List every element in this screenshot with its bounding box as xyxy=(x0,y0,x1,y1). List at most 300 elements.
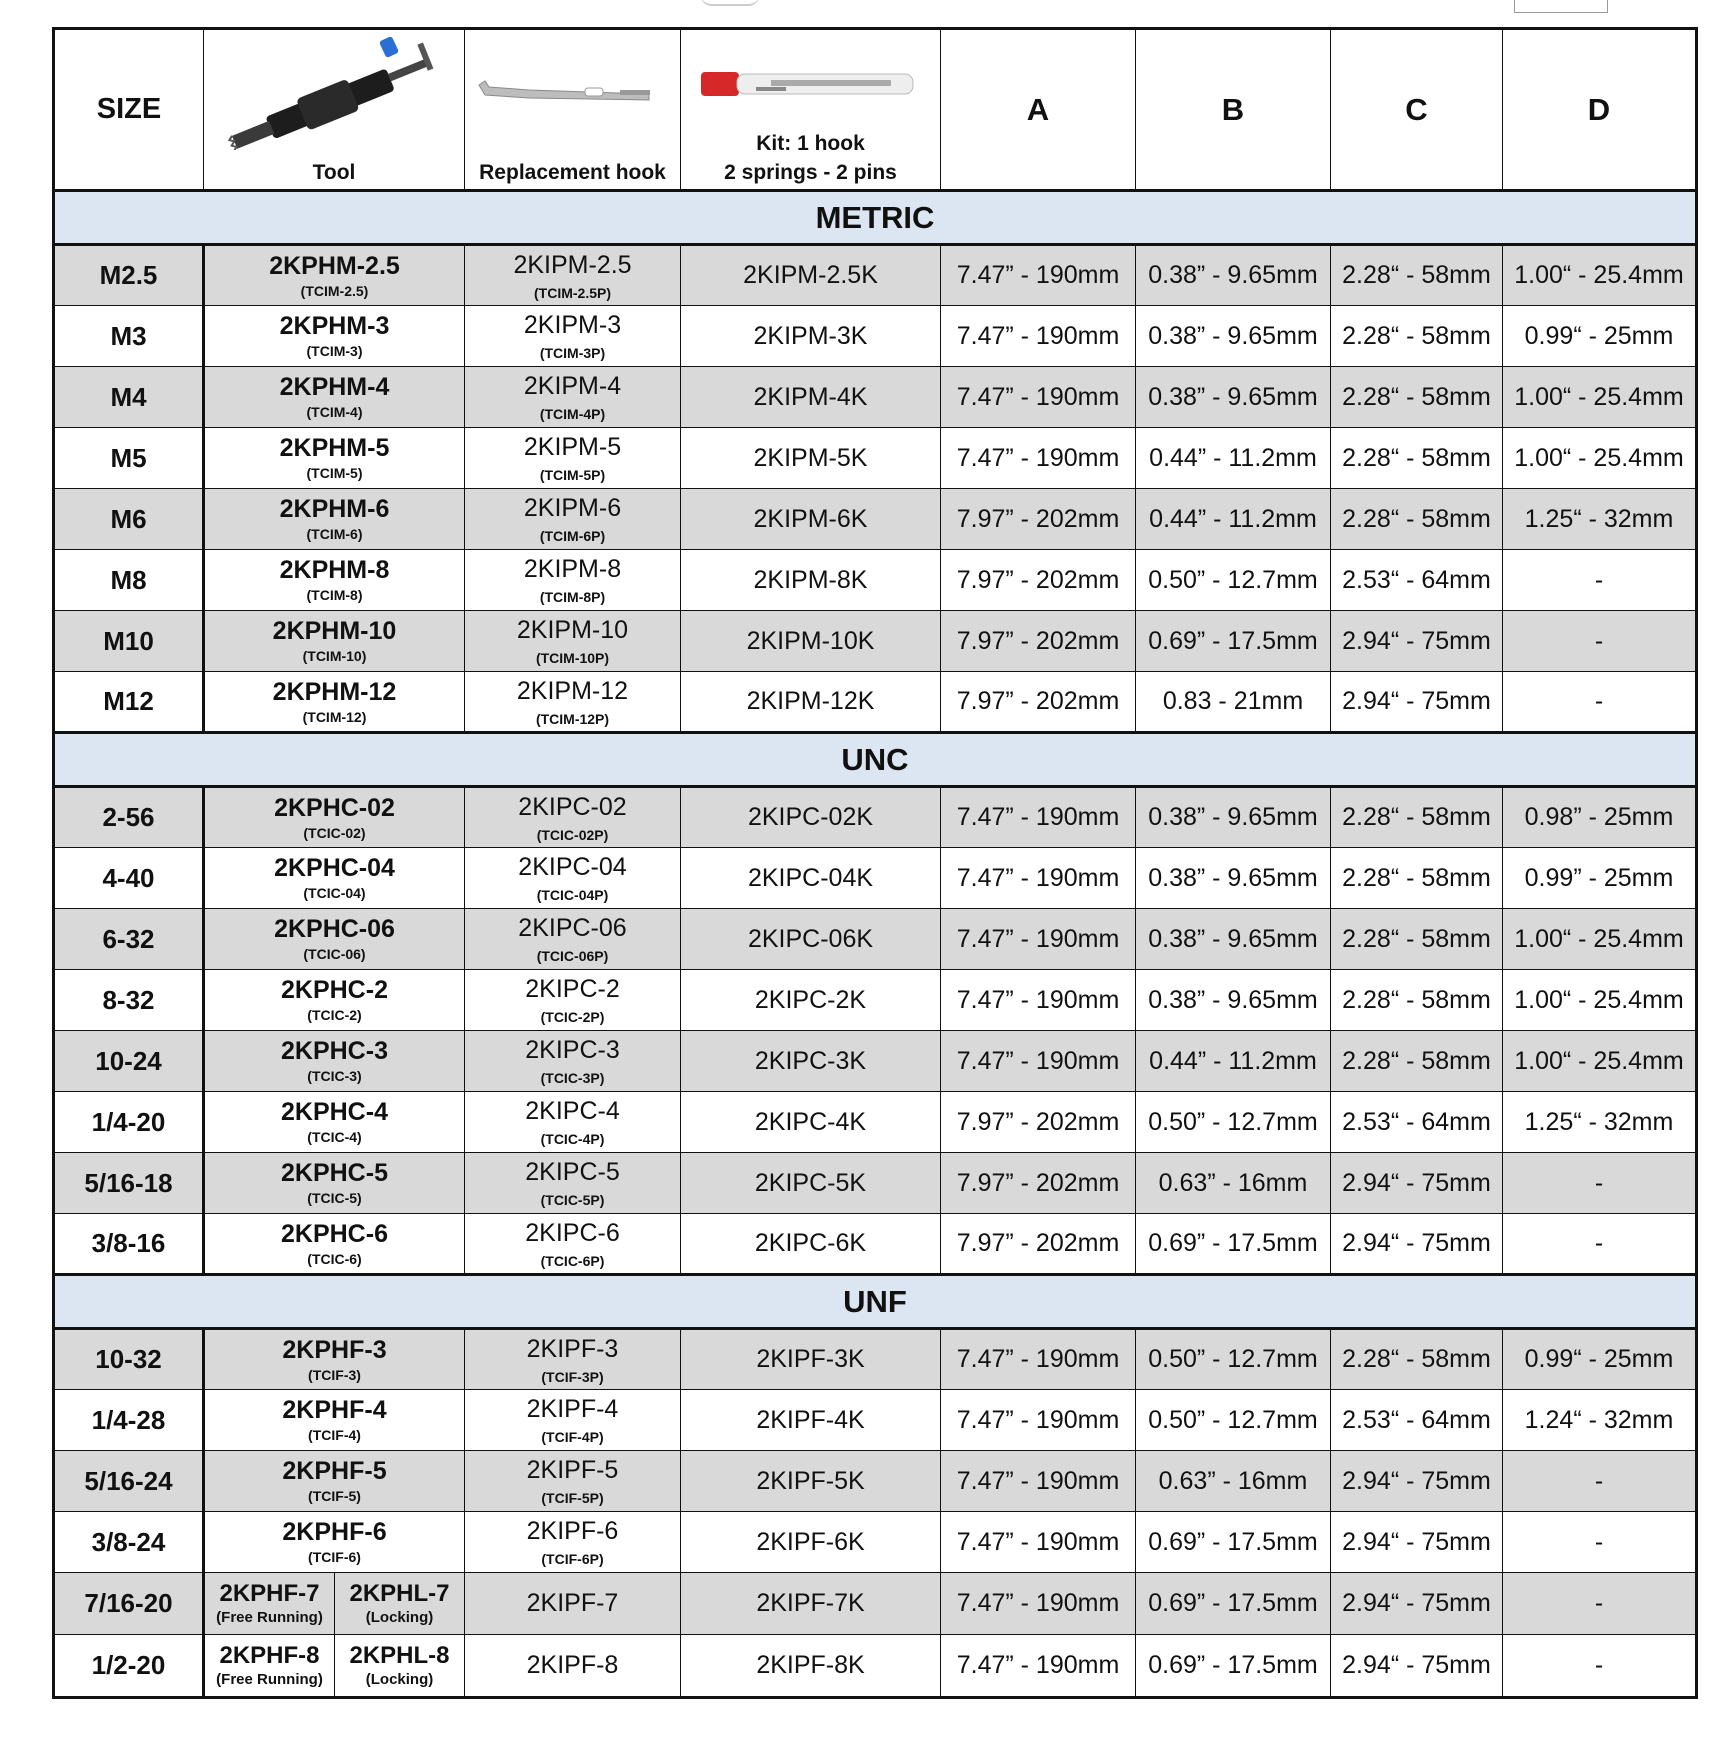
dim-b-cell: 0.83 - 21mm xyxy=(1136,672,1331,733)
hook-cell xyxy=(465,1512,681,1573)
dim-c-cell: 2.94“ - 75mm xyxy=(1331,1451,1503,1512)
dim-c-cell: 2.28“ - 58mm xyxy=(1331,489,1503,550)
hook-part-number: 2KIPC-02 xyxy=(518,792,627,821)
dim-b-cell: 0.44” - 11.2mm xyxy=(1136,428,1331,489)
size-cell: 1/4-28 xyxy=(54,1390,204,1451)
dim-a-cell: 7.47” - 190mm xyxy=(941,1451,1136,1512)
tool-part-number: 2KPHL-8 xyxy=(349,1642,450,1669)
kit-cell: 2KIPM-2.5K xyxy=(681,245,941,306)
hook-cell xyxy=(465,909,681,970)
kit-cell: 2KIPM-8K xyxy=(681,550,941,611)
tool-part-number: 2KPHF-5 xyxy=(282,1457,387,1485)
dim-c-cell: 2.28“ - 58mm xyxy=(1331,848,1503,909)
tool-cell xyxy=(204,489,465,550)
hook-part-number: 2KIPM-2.5 xyxy=(513,250,632,279)
dim-d-cell: 1.00“ - 25.4mm xyxy=(1503,970,1697,1031)
tool-cell xyxy=(204,245,465,306)
dim-d-cell: - xyxy=(1503,1214,1697,1275)
kit-cell: 2KIPC-5K xyxy=(681,1153,941,1214)
dim-b-cell: 0.38” - 9.65mm xyxy=(1136,367,1331,428)
tool-part-number: 2KPHF-4 xyxy=(282,1396,387,1424)
hook-part-number: 2KIPM-5 xyxy=(523,433,622,461)
dim-a-cell: 7.47” - 190mm xyxy=(941,1329,1136,1390)
dim-b-cell: 0.38” - 9.65mm xyxy=(1136,970,1331,1031)
tool-cross-ref: (TCIF-5) xyxy=(308,1488,361,1504)
hook-cross-ref: (TCIF-3P) xyxy=(541,1368,604,1385)
hook-cell xyxy=(465,1635,681,1698)
table-row xyxy=(54,787,1697,848)
kit-cell: 2KIPF-8K xyxy=(681,1635,941,1698)
table-row xyxy=(54,1451,1697,1512)
hook-part-number: 2KIPM-8 xyxy=(523,555,622,583)
header-hook-label: Replacement hook xyxy=(479,161,666,184)
tool-cross-ref: (TCIC-4) xyxy=(307,1129,362,1145)
hook-cell xyxy=(465,245,681,306)
hook-part-number: 2KIPC-3 xyxy=(525,1036,620,1064)
tool-cell xyxy=(204,848,465,909)
tool-part-number: 2KPHF-8 xyxy=(219,1642,320,1669)
dim-d-cell: 0.99“ - 25mm xyxy=(1503,1329,1697,1390)
dim-b-cell: 0.69” - 17.5mm xyxy=(1136,611,1331,672)
hook-cross-ref: (TCIM-8P) xyxy=(539,589,606,605)
size-cell: 8-32 xyxy=(54,970,204,1031)
tool-variant-label: (Locking) xyxy=(365,1609,434,1626)
dim-b-cell: 0.69” - 17.5mm xyxy=(1136,1573,1331,1635)
section-row xyxy=(54,191,1697,245)
dim-a-cell: 7.47” - 190mm xyxy=(941,1512,1136,1573)
table-row xyxy=(54,1329,1697,1390)
header-hook xyxy=(465,29,681,191)
tool-cell xyxy=(204,1092,465,1153)
tool-cell xyxy=(204,1153,465,1214)
hook-cross-ref: (TCIC-2P) xyxy=(540,1009,605,1025)
kit-cell: 2KIPF-6K xyxy=(681,1512,941,1573)
tool-part-number: 2KPHC-3 xyxy=(281,1037,388,1065)
header-tool xyxy=(204,29,465,191)
table-row xyxy=(54,306,1697,367)
hook-cell xyxy=(465,550,681,611)
tool-part-number: 2KPHM-6 xyxy=(279,495,390,523)
dim-d-cell: 1.00“ - 25.4mm xyxy=(1503,367,1697,428)
dim-a-cell: 7.47” - 190mm xyxy=(941,245,1136,306)
tool-cell xyxy=(204,672,465,733)
tool-variant-label: (Free Running) xyxy=(216,1671,323,1688)
dim-d-cell: - xyxy=(1503,550,1697,611)
dim-a-cell: 7.97” - 202mm xyxy=(941,550,1136,611)
dim-d-cell: 0.98” - 25mm xyxy=(1503,787,1697,848)
hook-cell xyxy=(465,672,681,733)
kit-cell: 2KIPC-3K xyxy=(681,1031,941,1092)
header-c xyxy=(1331,29,1503,191)
hook-part-number: 2KIPC-5 xyxy=(525,1158,620,1186)
dim-b-cell: 0.69” - 17.5mm xyxy=(1136,1512,1331,1573)
tool-cell xyxy=(204,787,465,848)
dim-d-cell: 1.25“ - 32mm xyxy=(1503,1092,1697,1153)
dim-a-cell: 7.97” - 202mm xyxy=(941,1092,1136,1153)
size-cell: M3 xyxy=(54,306,204,367)
kit-cell: 2KIPC-6K xyxy=(681,1214,941,1275)
tool-part-number: 2KPHM-12 xyxy=(272,677,397,706)
dim-d-cell: 1.25“ - 32mm xyxy=(1503,489,1697,550)
tool-cross-ref: (TCIM-4) xyxy=(306,404,363,420)
hook-cross-ref: (TCIM-10P) xyxy=(535,650,610,666)
dim-d-cell: - xyxy=(1503,611,1697,672)
dim-b-cell: 0.63” - 16mm xyxy=(1136,1153,1331,1214)
tool-cell xyxy=(204,1329,465,1390)
dim-d-cell: - xyxy=(1503,1573,1697,1635)
tool-variant-label: (Free Running) xyxy=(216,1609,323,1626)
tool-cross-ref: (TCIM-12) xyxy=(302,708,367,725)
kit-cell: 2KIPM-3K xyxy=(681,306,941,367)
tool-image xyxy=(204,30,464,150)
dim-b-cell: 0.38” - 9.65mm xyxy=(1136,909,1331,970)
hook-cross-ref: (TCIM-3P) xyxy=(539,345,606,361)
table-row xyxy=(54,1153,1697,1214)
hook-part-number: 2KIPC-2 xyxy=(525,975,620,1003)
tool-cross-ref: (TCIC-06) xyxy=(303,946,366,962)
dim-d-cell: 1.00“ - 25.4mm xyxy=(1503,245,1697,306)
size-cell: 3/8-16 xyxy=(54,1214,204,1275)
tool-part-number: 2KPHM-3 xyxy=(279,312,390,340)
tool-part-number: 2KPHC-2 xyxy=(281,976,388,1004)
size-cell: M10 xyxy=(54,611,204,672)
table-row xyxy=(54,848,1697,909)
dim-c-cell: 2.28“ - 58mm xyxy=(1331,245,1503,306)
hook-cross-ref: (TCIC-4P) xyxy=(540,1131,605,1147)
tool-part-number: 2KPHC-6 xyxy=(281,1219,388,1248)
dim-c-cell: 2.94“ - 75mm xyxy=(1331,611,1503,672)
hook-cross-ref: (TCIF-4P) xyxy=(541,1429,604,1445)
hook-part-number: 2KIPC-4 xyxy=(525,1097,620,1125)
dim-b-cell: 0.44” - 11.2mm xyxy=(1136,489,1331,550)
dim-d-cell: 1.24“ - 32mm xyxy=(1503,1390,1697,1451)
tool-cross-ref: (TCIC-3) xyxy=(307,1068,362,1084)
dim-d-cell: 1.00“ - 25.4mm xyxy=(1503,1031,1697,1092)
dim-c-cell: 2.28“ - 58mm xyxy=(1331,1031,1503,1092)
tool-cross-ref: (TCIM-3) xyxy=(306,343,363,359)
dim-b-cell: 0.38” - 9.65mm xyxy=(1136,306,1331,367)
tool-cell xyxy=(204,1031,465,1092)
table-row xyxy=(54,1031,1697,1092)
hook-cross-ref: (TCIC-04P) xyxy=(536,887,609,903)
kit-cell: 2KIPM-5K xyxy=(681,428,941,489)
tool-part-number: 2KPHF-3 xyxy=(282,1335,387,1364)
tool-cell xyxy=(204,306,465,367)
kit-cell: 2KIPM-10K xyxy=(681,611,941,672)
size-cell: M5 xyxy=(54,428,204,489)
dim-a-cell: 7.47” - 190mm xyxy=(941,1031,1136,1092)
replacement-hook-image xyxy=(465,30,680,150)
tool-cross-ref: (TCIM-2.5) xyxy=(300,282,369,299)
tool-locking xyxy=(335,1635,464,1696)
hook-part-number: 2KIPF-4 xyxy=(526,1395,619,1423)
dim-c-cell: 2.53“ - 64mm xyxy=(1331,1092,1503,1153)
header-b xyxy=(1136,29,1331,191)
size-cell: 6-32 xyxy=(54,909,204,970)
kit-cell: 2KIPF-7K xyxy=(681,1573,941,1635)
tool-cross-ref: (TCIC-02) xyxy=(303,824,366,841)
tool-cross-ref: (TCIF-3) xyxy=(308,1366,361,1383)
kit-cell: 2KIPM-6K xyxy=(681,489,941,550)
dim-a-cell: 7.47” - 190mm xyxy=(941,1390,1136,1451)
dim-b-cell: 0.50” - 12.7mm xyxy=(1136,1329,1331,1390)
dim-b-cell: 0.38” - 9.65mm xyxy=(1136,848,1331,909)
kit-cell: 2KIPF-5K xyxy=(681,1451,941,1512)
section-title: UNC xyxy=(54,733,1697,787)
hook-cell xyxy=(465,1451,681,1512)
header-d xyxy=(1503,29,1697,191)
hook-cross-ref: (TCIM-2.5P) xyxy=(534,284,611,301)
dim-b-cell: 0.69” - 17.5mm xyxy=(1136,1214,1331,1275)
tool-cell xyxy=(204,1214,465,1275)
dim-c-cell: 2.28“ - 58mm xyxy=(1331,306,1503,367)
tool-cell xyxy=(204,970,465,1031)
dim-b-cell: 0.50” - 12.7mm xyxy=(1136,1390,1331,1451)
tool-cell xyxy=(204,611,465,672)
dim-d-cell: - xyxy=(1503,1153,1697,1214)
tool-cross-ref: (TCIC-2) xyxy=(307,1007,362,1023)
hook-cell xyxy=(465,1573,681,1635)
dim-d-cell: 0.99” - 25mm xyxy=(1503,848,1697,909)
dim-d-cell: - xyxy=(1503,1635,1697,1698)
tool-cell xyxy=(204,1635,465,1698)
header-tool-label: Tool xyxy=(312,161,356,184)
table-row xyxy=(54,367,1697,428)
header-d-label: D xyxy=(1587,91,1611,127)
hook-cell xyxy=(465,489,681,550)
size-cell: 7/16-20 xyxy=(54,1573,204,1635)
tool-cell xyxy=(204,550,465,611)
tool-cell xyxy=(204,367,465,428)
tool-part-number: 2KPHC-02 xyxy=(274,793,395,822)
tool-cross-ref: (TCIM-10) xyxy=(302,648,367,664)
size-cell: M4 xyxy=(54,367,204,428)
tool-cell xyxy=(204,1451,465,1512)
tool-locking xyxy=(335,1573,464,1634)
hook-part-number: 2KIPM-6 xyxy=(523,494,622,522)
hook-cross-ref: (TCIF-6P) xyxy=(541,1551,604,1567)
hook-cell xyxy=(465,848,681,909)
dim-c-cell: 2.28“ - 58mm xyxy=(1331,367,1503,428)
table-row xyxy=(54,1214,1697,1275)
dim-a-cell: 7.47” - 190mm xyxy=(941,367,1136,428)
dim-d-cell: 0.99“ - 25mm xyxy=(1503,306,1697,367)
tool-part-number: 2KPHL-7 xyxy=(349,1580,450,1607)
size-cell: 2-56 xyxy=(54,787,204,848)
hook-part-number: 2KIPF-3 xyxy=(526,1334,619,1363)
size-cell: 5/16-24 xyxy=(54,1451,204,1512)
hook-cell xyxy=(465,1329,681,1390)
dim-b-cell: 0.44” - 11.2mm xyxy=(1136,1031,1331,1092)
tool-part-number: 2KPHC-4 xyxy=(281,1098,388,1126)
hook-cross-ref: (TCIC-02P) xyxy=(536,826,609,843)
table-row xyxy=(54,970,1697,1031)
dim-a-cell: 7.97” - 202mm xyxy=(941,672,1136,733)
hook-part-number: 2KIPF-6 xyxy=(526,1517,619,1545)
tool-cross-ref: (TCIF-6) xyxy=(308,1549,361,1565)
hook-cross-ref: (TCIC-5P) xyxy=(540,1192,605,1208)
hook-cross-ref: (TCIC-3P) xyxy=(540,1070,605,1086)
dim-d-cell: - xyxy=(1503,672,1697,733)
dim-c-cell: 2.94“ - 75mm xyxy=(1331,1573,1503,1635)
kit-cell: 2KIPM-12K xyxy=(681,672,941,733)
dim-c-cell: 2.28“ - 58mm xyxy=(1331,1329,1503,1390)
kit-cell: 2KIPF-4K xyxy=(681,1390,941,1451)
size-cell: M2.5 xyxy=(54,245,204,306)
size-cell: 1/2-20 xyxy=(54,1635,204,1698)
dim-c-cell: 2.94“ - 75mm xyxy=(1331,1153,1503,1214)
dim-d-cell: 1.00“ - 25.4mm xyxy=(1503,428,1697,489)
dim-b-cell: 0.50” - 12.7mm xyxy=(1136,1092,1331,1153)
kit-cell: 2KIPM-4K xyxy=(681,367,941,428)
hook-cross-ref: (TCIC-06P) xyxy=(536,948,609,964)
hook-cell xyxy=(465,428,681,489)
dim-a-cell: 7.47” - 190mm xyxy=(941,1635,1136,1698)
header-a xyxy=(941,29,1136,191)
kit-cell: 2KIPF-3K xyxy=(681,1329,941,1390)
dim-a-cell: 7.47” - 190mm xyxy=(941,428,1136,489)
table-row xyxy=(54,672,1697,733)
tool-cross-ref: (TCIM-8) xyxy=(306,587,363,603)
tool-part-number: 2KPHM-5 xyxy=(279,434,390,462)
hook-cell xyxy=(465,1031,681,1092)
dim-c-cell: 2.28“ - 58mm xyxy=(1331,787,1503,848)
top-edge-decoration xyxy=(700,0,760,6)
dim-d-cell: - xyxy=(1503,1451,1697,1512)
size-cell: 4-40 xyxy=(54,848,204,909)
kit-cell: 2KIPC-06K xyxy=(681,909,941,970)
hook-part-number: 2KIPF-5 xyxy=(526,1456,619,1484)
dim-a-cell: 7.97” - 202mm xyxy=(941,1153,1136,1214)
tool-cross-ref: (TCIM-6) xyxy=(306,526,363,542)
tool-part-number: 2KPHM-10 xyxy=(272,617,397,645)
table-row xyxy=(54,489,1697,550)
table-row xyxy=(54,1092,1697,1153)
dim-a-cell: 7.47” - 190mm xyxy=(941,1573,1136,1635)
hook-cell xyxy=(465,611,681,672)
hook-cross-ref: (TCIF-5P) xyxy=(541,1490,604,1506)
size-cell: M6 xyxy=(54,489,204,550)
hook-part-number: 2KIPF-8 xyxy=(526,1651,619,1679)
kit-cell: 2KIPC-04K xyxy=(681,848,941,909)
size-cell: M8 xyxy=(54,550,204,611)
dim-a-cell: 7.97” - 202mm xyxy=(941,1214,1136,1275)
kit-cell: 2KIPC-4K xyxy=(681,1092,941,1153)
size-cell: 5/16-18 xyxy=(54,1153,204,1214)
section-title: UNF xyxy=(54,1275,1697,1329)
tool-part-number: 2KPHM-4 xyxy=(279,373,390,401)
dim-b-cell: 0.38” - 9.65mm xyxy=(1136,245,1331,306)
product-table xyxy=(52,27,1698,1699)
dim-a-cell: 7.47” - 190mm xyxy=(941,970,1136,1031)
header-kit xyxy=(681,29,941,191)
hook-part-number: 2KIPF-7 xyxy=(526,1589,619,1617)
hook-cell xyxy=(465,787,681,848)
dim-c-cell: 2.28“ - 58mm xyxy=(1331,909,1503,970)
table-row xyxy=(54,1512,1697,1573)
hook-cell xyxy=(465,367,681,428)
table-row xyxy=(54,1390,1697,1451)
hook-cross-ref: (TCIM-12P) xyxy=(535,710,610,727)
tool-cell xyxy=(204,428,465,489)
table-row xyxy=(54,611,1697,672)
header-b-label: B xyxy=(1221,91,1245,127)
dim-c-cell: 2.28“ - 58mm xyxy=(1331,428,1503,489)
header-row xyxy=(54,29,1697,191)
dim-d-cell: 1.00“ - 25.4mm xyxy=(1503,909,1697,970)
tool-free-running xyxy=(205,1573,335,1634)
tool-part-number: 2KPHF-6 xyxy=(282,1518,387,1546)
dim-a-cell: 7.47” - 190mm xyxy=(941,787,1136,848)
tool-cross-ref: (TCIC-04) xyxy=(303,885,366,901)
top-edge-box xyxy=(1514,0,1608,13)
hook-cell xyxy=(465,1214,681,1275)
size-cell: 10-32 xyxy=(54,1329,204,1390)
header-kit-label xyxy=(681,129,940,187)
hook-cross-ref: (TCIC-6P) xyxy=(540,1252,605,1269)
dim-c-cell: 2.94“ - 75mm xyxy=(1331,1512,1503,1573)
hook-cell xyxy=(465,1092,681,1153)
header-a-label: A xyxy=(1026,91,1050,127)
table-row xyxy=(54,909,1697,970)
dim-a-cell: 7.47” - 190mm xyxy=(941,909,1136,970)
dim-a-cell: 7.47” - 190mm xyxy=(941,306,1136,367)
kit-cell: 2KIPC-02K xyxy=(681,787,941,848)
tool-part-number: 2KPHC-04 xyxy=(274,854,395,882)
header-kit-line2: 2 springs - 2 pins xyxy=(724,161,897,184)
tool-part-number: 2KPHC-5 xyxy=(281,1159,388,1187)
dim-c-cell: 2.94“ - 75mm xyxy=(1331,672,1503,733)
size-cell: 10-24 xyxy=(54,1031,204,1092)
dim-c-cell: 2.53“ - 64mm xyxy=(1331,1390,1503,1451)
hook-cell xyxy=(465,1390,681,1451)
header-kit-line1: Kit: 1 hook xyxy=(756,132,865,155)
hook-part-number: 2KIPM-12 xyxy=(516,676,629,705)
tool-cross-ref: (TCIF-4) xyxy=(308,1427,361,1443)
header-c-label: C xyxy=(1405,91,1428,127)
hook-cell xyxy=(465,1153,681,1214)
table-row xyxy=(54,245,1697,306)
table-row xyxy=(54,1573,1697,1635)
hook-part-number: 2KIPM-3 xyxy=(523,311,622,339)
dim-a-cell: 7.97” - 202mm xyxy=(941,611,1136,672)
dim-c-cell: 2.53“ - 64mm xyxy=(1331,550,1503,611)
hook-cross-ref: (TCIM-4P) xyxy=(539,406,606,422)
tool-cross-ref: (TCIC-6) xyxy=(307,1250,362,1267)
tool-cross-ref: (TCIC-5) xyxy=(307,1190,362,1206)
size-cell: M12 xyxy=(54,672,204,733)
dim-a-cell: 7.97” - 202mm xyxy=(941,489,1136,550)
dim-b-cell: 0.63” - 16mm xyxy=(1136,1451,1331,1512)
hook-cell xyxy=(465,970,681,1031)
tool-free-running xyxy=(205,1635,335,1696)
section-title: METRIC xyxy=(54,191,1697,245)
tool-cell xyxy=(204,1512,465,1573)
hook-cross-ref: (TCIM-5P) xyxy=(539,467,606,483)
tool-cell xyxy=(204,1390,465,1451)
dim-c-cell: 2.94“ - 75mm xyxy=(1331,1214,1503,1275)
tool-variant-label: (Locking) xyxy=(365,1671,434,1688)
dim-b-cell: 0.38” - 9.65mm xyxy=(1136,787,1331,848)
dim-d-cell: - xyxy=(1503,1512,1697,1573)
header-size xyxy=(54,29,204,191)
hook-cell xyxy=(465,306,681,367)
dim-a-cell: 7.47” - 190mm xyxy=(941,848,1136,909)
tool-cell xyxy=(204,1573,465,1635)
tool-part-number: 2KPHM-2.5 xyxy=(269,251,400,280)
tool-part-number: 2KPHM-8 xyxy=(279,556,390,584)
section-row xyxy=(54,733,1697,787)
